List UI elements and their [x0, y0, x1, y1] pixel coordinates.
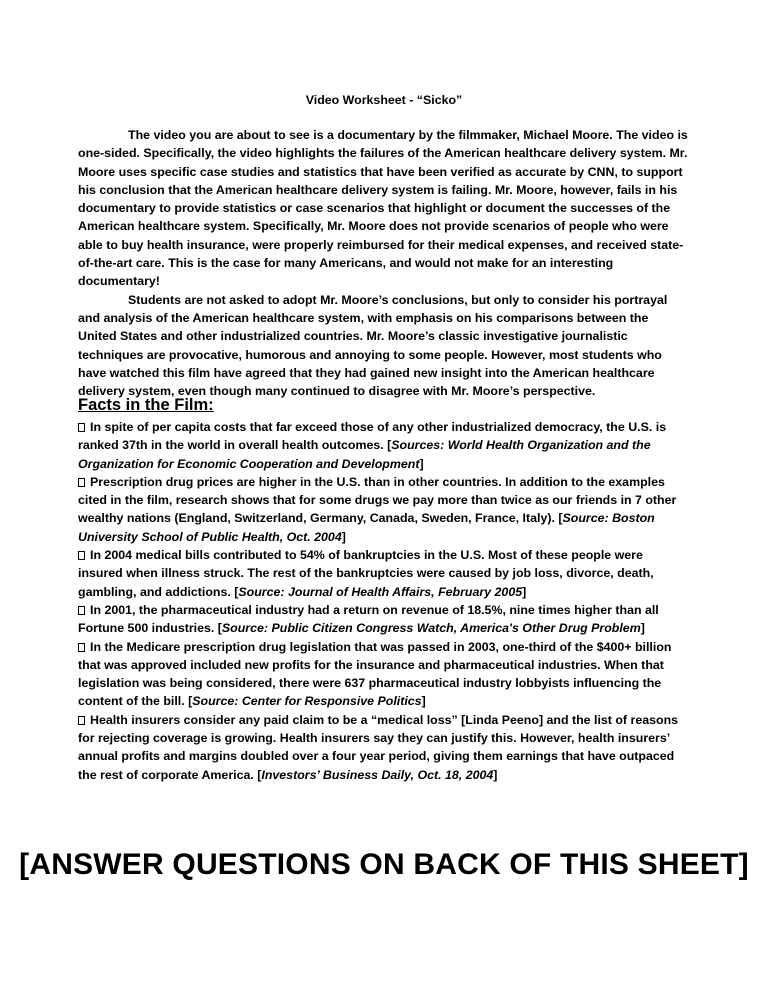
fact-text: In 2004 medical bills contributed to 54% of bankruptcies in the U.S. Most of these people were insured when illness struck. The rest of the bankruptcies were caused by job loss, divorce, death, gambling, and addictions. [	[78, 548, 654, 599]
fact-bracket: ]	[421, 694, 426, 709]
page-title: Video Worksheet - “Sicko”	[305, 93, 463, 107]
fact-source: Investors’ Business Daily, Oct. 18, 2004	[261, 767, 494, 782]
fact-source: Sources: World Health Organization and the Organization for Economic Cooperation and Development	[78, 438, 651, 471]
fact-text: Prescription drug prices are higher in the U.S. than in other countries. In addition to the examples cited in the film, research shows that for some drugs we pay more than twice as our friends in 7 other wealthy nations (England, Switzerland, Germany, Canada, Sweden, France, Italy). [	[78, 474, 677, 526]
checkbox-bullet-icon	[78, 478, 85, 487]
fact-item	[78, 638, 690, 711]
fact-text: In 2001, the pharmaceutical industry had a return on revenue of 18.5%, nine times higher than all Fortune 500 industries. [	[78, 602, 659, 636]
fact-bracket: ]	[640, 621, 645, 636]
fact-source: Source: Journal of Health Affairs, February 2005	[238, 584, 523, 599]
fact-item	[78, 473, 690, 546]
fact-source: Source: Boston University School of Public Health, Oct. 2004	[78, 511, 655, 544]
fact-item	[78, 711, 690, 784]
fact-item	[78, 418, 690, 473]
fact-bracket: ]	[493, 767, 498, 782]
facts-list	[78, 418, 690, 784]
checkbox-bullet-icon	[78, 551, 85, 560]
fact-bracket: ]	[419, 456, 424, 471]
checkbox-bullet-icon	[78, 643, 85, 652]
fact-bracket: ]	[522, 584, 527, 599]
intro-paragraph-1: The video you are about to see is a documentary by the filmmaker, Michael Moore. The video is one-sided. Specifically, the video highlights the failures of the American healthcare delivery system. Mr. Moore uses specific case studies and statistics that have been verified as accurate by CNN, to support his conclusion that the American healthcare delivery system is failing. Mr. Moore, however, fails in his documentary to provide statistics or case scenarios that highlight or document the successes of the American healthcare system. Specifically, Mr. Moore does not provide scenarios of people who were able to buy health insurance, were properly reimbursed for their medical expenses, and received state-of-the-art care. This is the case for many Americans, and would not make for an interesting documentary!	[78, 128, 688, 289]
fact-text: In spite of per capita costs that far exceed those of any other industrialized democracy, the U.S. is ranked 37th in the world in overall health outcomes. [	[78, 420, 667, 453]
fact-item	[78, 546, 690, 601]
fact-text: In the Medicare prescription drug legislation that was passed in 2003, one-third of the $400+ billion that was approved included new profits for the insurance and pharmaceutical industries. When that legislation was being considered, there were 637 pharmaceutical industry lobbyists influencing the content of the bill. [	[78, 639, 672, 709]
fact-source: Source: Center for Responsive Politics	[192, 694, 422, 709]
fact-text: Health insurers consider any paid claim to be a “medical loss” [Linda Peeno] and the list of reasons for rejecting coverage is growing. Health insurers say they can justify this. However, health insurers’ annual profits and margins doubled over a four year period, giving them earnings that have outpaced the rest of corporate America. [	[78, 712, 679, 782]
fact-item	[78, 601, 690, 638]
fact-bracket: ]	[341, 529, 346, 544]
intro-section	[78, 126, 690, 400]
answer-questions-note: [ANSWER QUESTIONS ON BACK OF THIS SHEET]	[19, 848, 749, 881]
checkbox-bullet-icon	[78, 423, 85, 432]
checkbox-bullet-icon	[78, 716, 85, 725]
facts-heading: Facts in the Film:	[78, 396, 214, 414]
fact-source: Source: Public Citizen Congress Watch, America's Other Drug Problem	[221, 621, 641, 636]
checkbox-bullet-icon	[78, 606, 85, 615]
intro-paragraph-2: Students are not asked to adopt Mr. Moore’s conclusions, but only to consider his portrayal and analysis of the American healthcare system, with emphasis on his comparisons between the United States and other industrialized countries. Mr. Moore’s classic investigative journalistic techniques are provocative, humorous and annoying to some people. However, most students who have watched this film have agreed that they had gained new insight into the American healthcare delivery system, even though many continued to disagree with Mr. Moore’s perspective.	[78, 292, 668, 399]
